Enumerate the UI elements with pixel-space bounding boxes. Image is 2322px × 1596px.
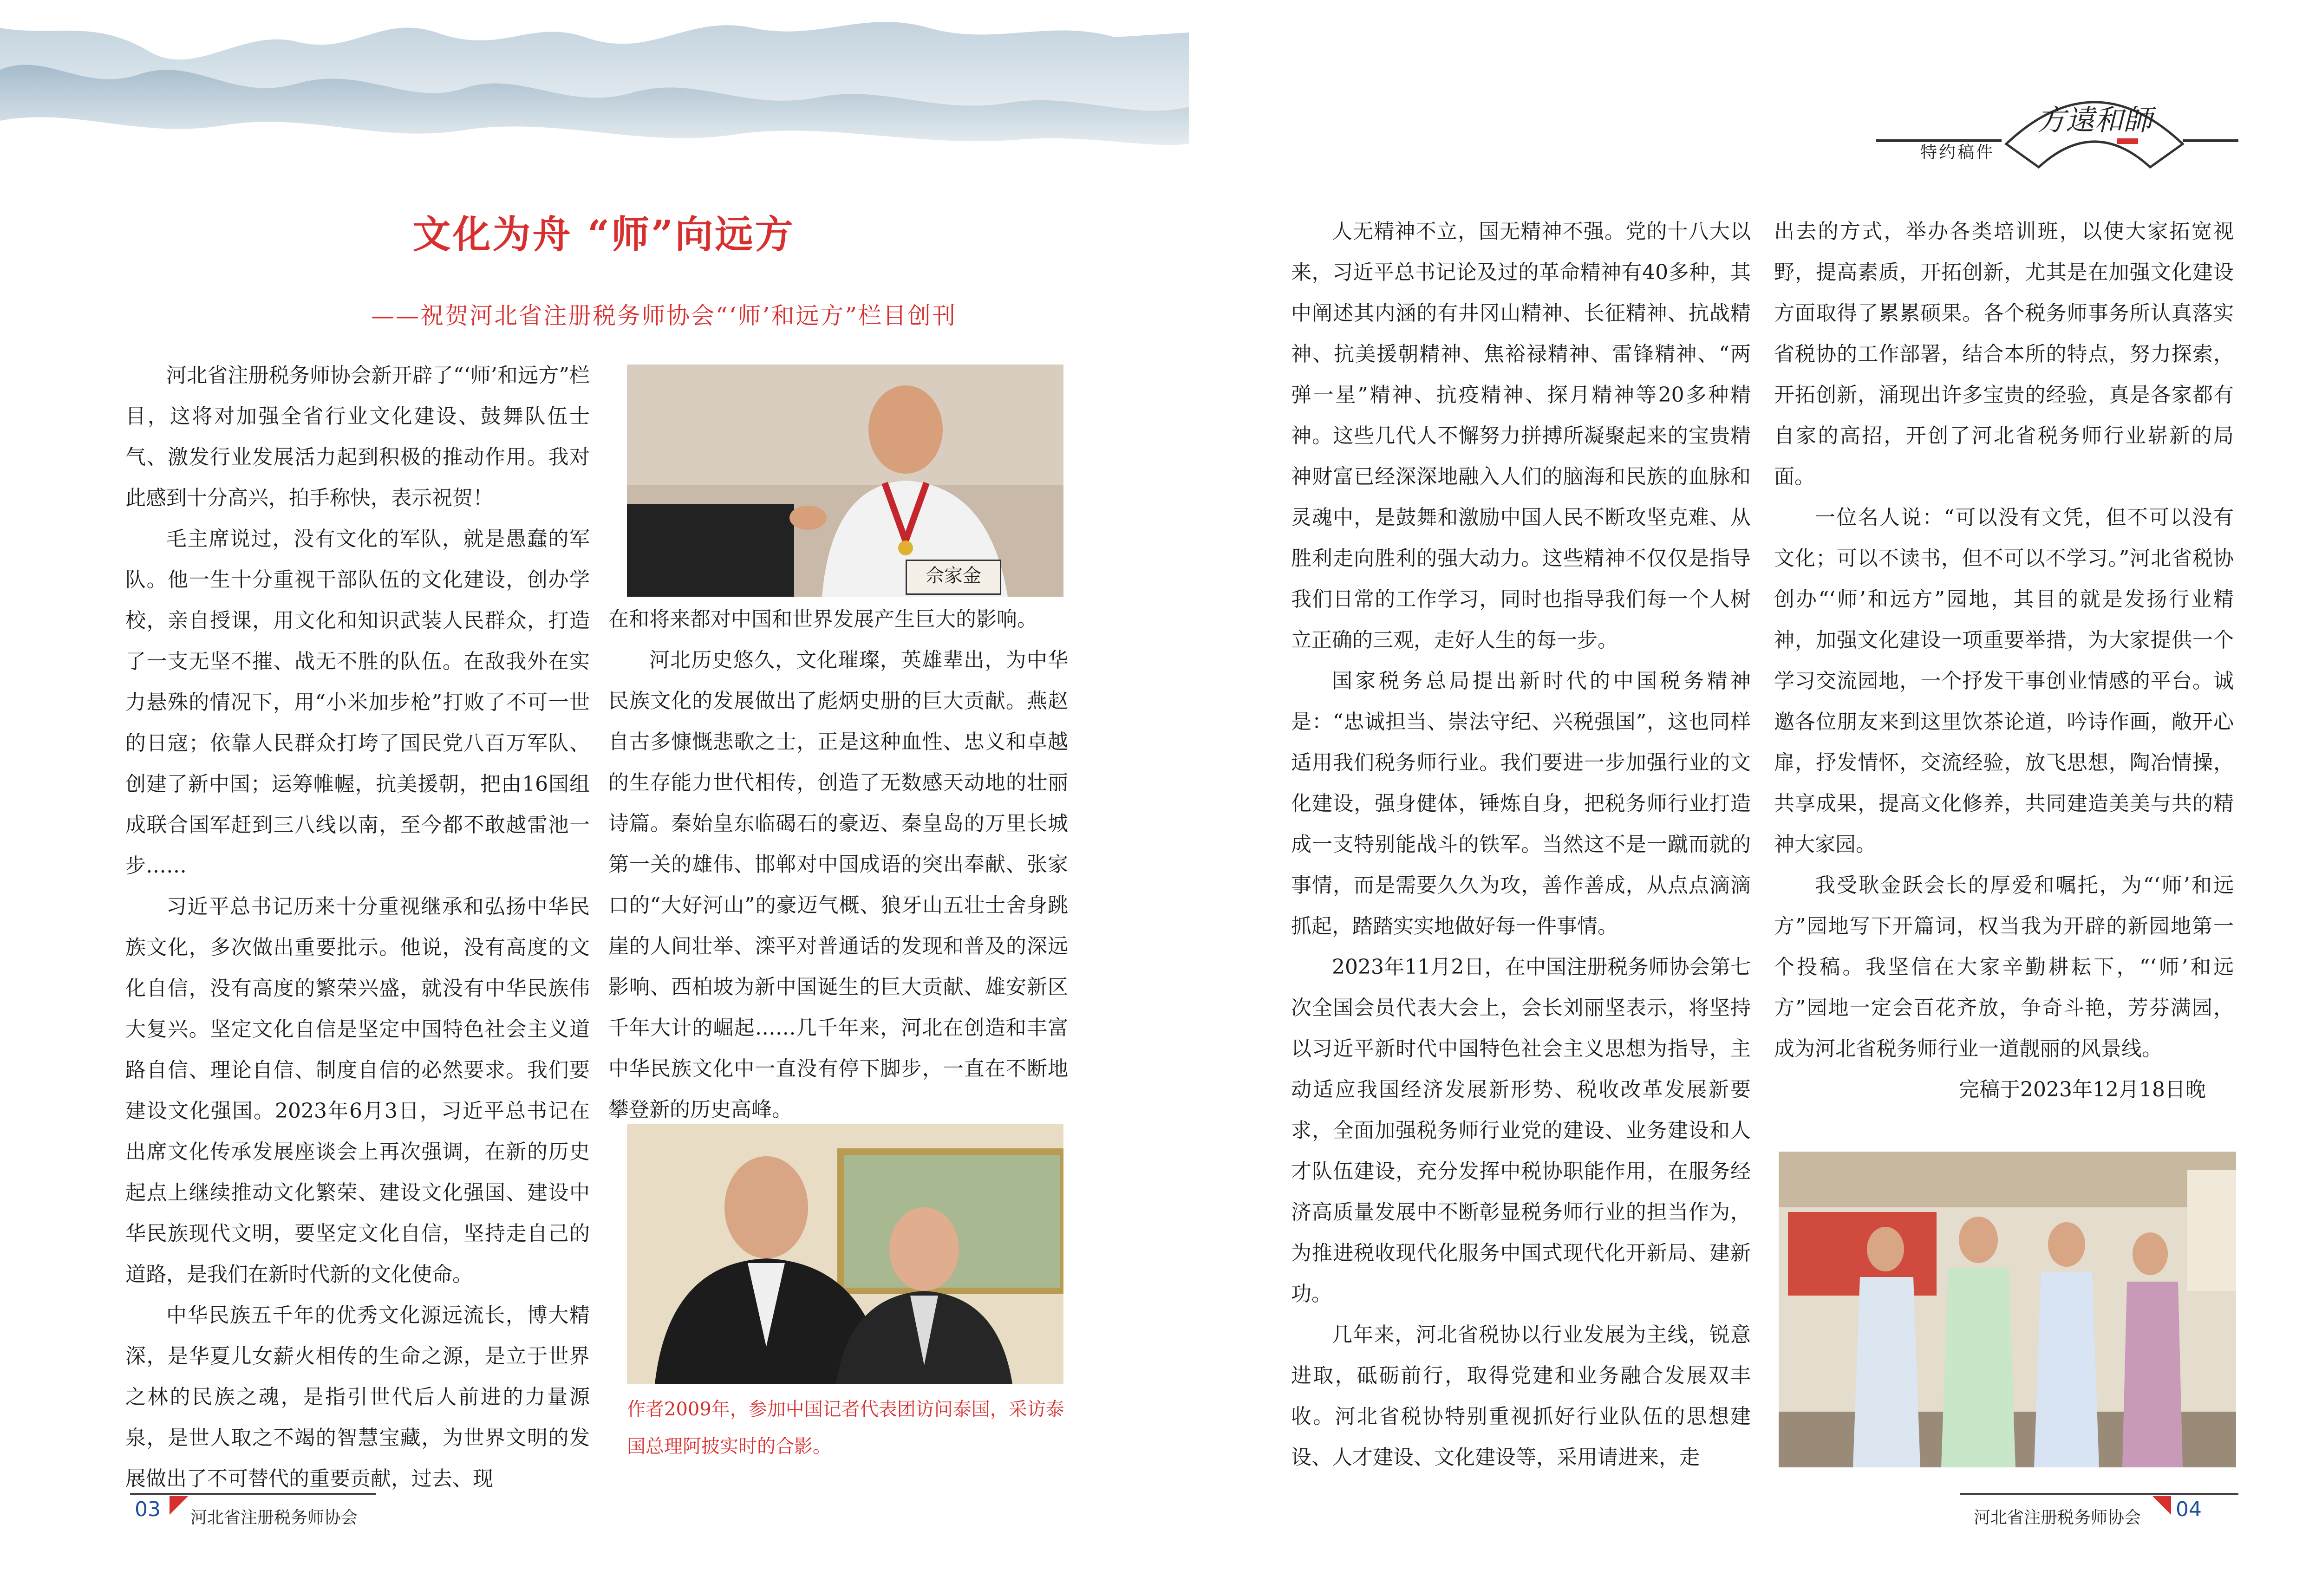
footer-rule-right	[1960, 1493, 2238, 1495]
paragraph: 在和将来都对中国和世界发展产生巨大的影响。	[608, 607, 1037, 631]
column-4	[1774, 211, 2234, 1110]
footer-triangle-right	[2152, 1496, 2171, 1515]
page-number-left: 03	[135, 1498, 161, 1521]
column-3	[1291, 211, 1751, 1478]
photo-2-caption: 作者2009年，参加中国记者代表团访问泰国，采访泰国总理阿披实时的合影。	[627, 1399, 1064, 1457]
paragraph: 河北省注册税务师协会新开辟了“‘师’和远方”栏目，这将对加强全省行业文化建设、鼓舞队伍士气、激发行业发展活力起到积极的推动作用。我对此感到十分高兴，拍手称快，表示祝贺！	[125, 364, 590, 510]
photo-visit-illustration	[1779, 1152, 2236, 1467]
paragraph: 毛主席说过，没有文化的军队，就是愚蠢的军队。他一生十分重视干部队伍的文化建设，创办学校，亲自授课，用文化和知识武装人民群众，打造了一支无坚不摧、战无不胜的队伍。在敌我外在实力悬殊的情况下，用“小米加步枪”打败了不可一世的日寇；依靠人民群众打垮了国民党八百万军队、创建了新中国；运筹帷幄，抗美援朝，把由16国组成联合国军赶到三八线以南，至今都不敢越雷池一步……	[125, 527, 590, 878]
article-subtitle: ——祝贺河北省注册税务师协会“‘师’和远方”栏目创刊	[371, 302, 957, 329]
page-number-right: 04	[2176, 1498, 2202, 1521]
article-title: 文化为舟 “师”向远方	[412, 212, 795, 257]
paragraph: 人无精神不立，国无精神不强。党的十八大以来，习近平总书记论及过的革命精神有40多种，其中阐述其内涵的有井冈山精神、长征精神、抗战精神、抗美援朝精神、焦裕禄精神、雷锋精神、“两弹一星”精神、抗疫精神、探月精神等20多种精神。这些几代人不懈努力拼搏所凝聚起来的宝贵精神财富已经深深地融入人们的脑海和民族的血脉和灵魂中，是鼓舞和激励中国人民不断攻坚克难、从胜利走向胜利的强大动力。这些精神不仅仅是指导我们日常的工作学习，同时也指导我们每一个人树立正确的三观，走好人生的每一步。	[1291, 220, 1751, 652]
column-1	[125, 355, 590, 1499]
photo-group-illustration	[627, 1124, 1063, 1384]
footer-org-right: 河北省注册税务师协会	[1974, 1508, 2141, 1527]
footer-org-left: 河北省注册税务师协会	[190, 1508, 358, 1527]
paragraph: 河北历史悠久，文化璀璨，英雄辈出，为中华民族文化的发展做出了彪炳史册的巨大贡献。燕赵自古多慷慨悲歌之士，正是这种血性、忠义和卓越的生存能力世代相传，创造了无数感天动地的壮丽诗篇。秦始皇东临碣石的豪迈、秦皇岛的万里长城第一关的雄伟、邯郸对中国成语的突出奉献、张家口的“大好河山”的豪迈气概、狼牙山五壮士舍身跳崖的人间壮举、滦平对普通话的发现和普及的深远影响、西柏坡为新中国诞生的巨大贡献、雄安新区千年大计的崛起……几千年来，河北在创造和丰富中华民族文化中一直没有停下脚步，一直在不断地攀登新的历史高峰。	[608, 648, 1068, 1121]
column-2	[608, 599, 1068, 1130]
mountain-header-decoration	[0, 0, 1189, 176]
footer-rule-left	[130, 1493, 376, 1495]
photo-speaker	[627, 365, 1063, 597]
paragraph: 2023年11月2日，在中国注册税务师协会第七次全国会员代表大会上，会长刘丽坚表示，将坚持以习近平新时代中国特色社会主义思想为指导，主动适应我国经济发展新形势、税收改革发展新要求，全面加强税务师行业党的建设、业务建设和人才队伍建设，充分发挥中税协职能作用，在服务经济高质量发展中不断彰显税务师行业的担当作为，为推进税收现代化服务中国式现代化开新局、建新功。	[1291, 955, 1751, 1306]
photo-group-thailand	[627, 1124, 1063, 1384]
section-label: 特约稿件	[1920, 143, 1995, 162]
footer-triangle-left	[170, 1496, 188, 1515]
column-brand-text: 方遠和師	[2036, 103, 2152, 137]
photo-visit-group	[1779, 1152, 2236, 1467]
seal-mark	[2117, 138, 2138, 144]
paragraph: 我受耿金跃会长的厚爱和嘱托，为“‘师’和远方”园地写下开篇词，权当我为开辟的新园地第一个投稿。我坚信在大家辛勤耕耘下，“‘师’和远方”园地一定会百花齐放，争奇斗艳，芳芬满园，成为河北省税务师行业一道靓丽的风景线。	[1774, 873, 2234, 1061]
nameplate: 佘家金	[906, 560, 1001, 595]
paragraph: 国家税务总局提出新时代的中国税务精神是：“忠诚担当、崇法守纪、兴税强国”，这也同样适用我们税务师行业。我们要进一步加强行业的文化建设，强身健体，锤炼自身，把税务师行业打造成一支特别能战斗的铁军。当然这不是一蹴而就的事情，而是需要久久为攻，善作善成，从点点滴滴抓起，踏踏实实地做好每一件事情。	[1291, 669, 1751, 938]
paragraph: 出去的方式，举办各类培训班，以使大家拓宽视野，提高素质，开拓创新，尤其是在加强文化建设方面取得了累累硕果。各个税务师事务所认真落实省税协的工作部署，结合本所的特点，努力探索，开拓创新，涌现出许多宝贵的经验，真是各家都有自家的高招，开创了河北省税务师行业崭新的局面。	[1774, 220, 2234, 489]
paragraph: 一位名人说：“可以没有文凭，但不可以没有文化；可以不读书，但不可以不学习。”河北省税协创办“‘师’和远方”园地，其目的就是发扬行业精神，加强文化建设一项重要举措，为大家提供一个学习交流园地，一个抒发干事创业情感的平台。诚邀各位朋友来到这里饮茶论道，吟诗作画，敞开心扉，抒发情怀，交流经验，放飞思想，陶冶情操，共享成果，提高文化修养，共同建造美美与共的精神大家园。	[1774, 506, 2234, 856]
paragraph: 几年来，河北省税协以行业发展为主线，锐意进取，砥砺前行，取得党建和业务融合发展双丰收。河北省税协特别重视抓好行业队伍的思想建设、人才建设、文化建设等，采用请进来，走	[1291, 1323, 1751, 1469]
paragraph: 习近平总书记历来十分重视继承和弘扬中华民族文化，多次做出重要批示。他说，没有高度的文化自信，没有高度的繁荣兴盛，就没有中华民族伟大复兴。坚定文化自信是坚定中国特色社会主义道路自信、理论自信、制度自信的必然要求。我们要建设文化强国。2023年6月3日，习近平总书记在出席文化传承发展座谈会上再次强调，在新的历史起点上继续推动文化繁荣、建设文化强国、建设中华民族现代文明，要坚定文化自信，坚持走自己的道路，是我们在新时代新的文化使命。	[125, 895, 590, 1286]
paragraph: 中华民族五千年的优秀文化源远流长，博大精深，是华夏儿女薪火相传的生命之源，是立于世界之林的民族之魂，是指引世代后人前进的力量源泉，是世人取之不竭的智慧宝藏，为世界文明的发展做出了不可替代的重要贡献，过去、现	[125, 1303, 590, 1491]
column-logo-fan	[1997, 79, 2192, 172]
completion-note: 完稿于2023年12月18日晚	[1959, 1078, 2206, 1101]
